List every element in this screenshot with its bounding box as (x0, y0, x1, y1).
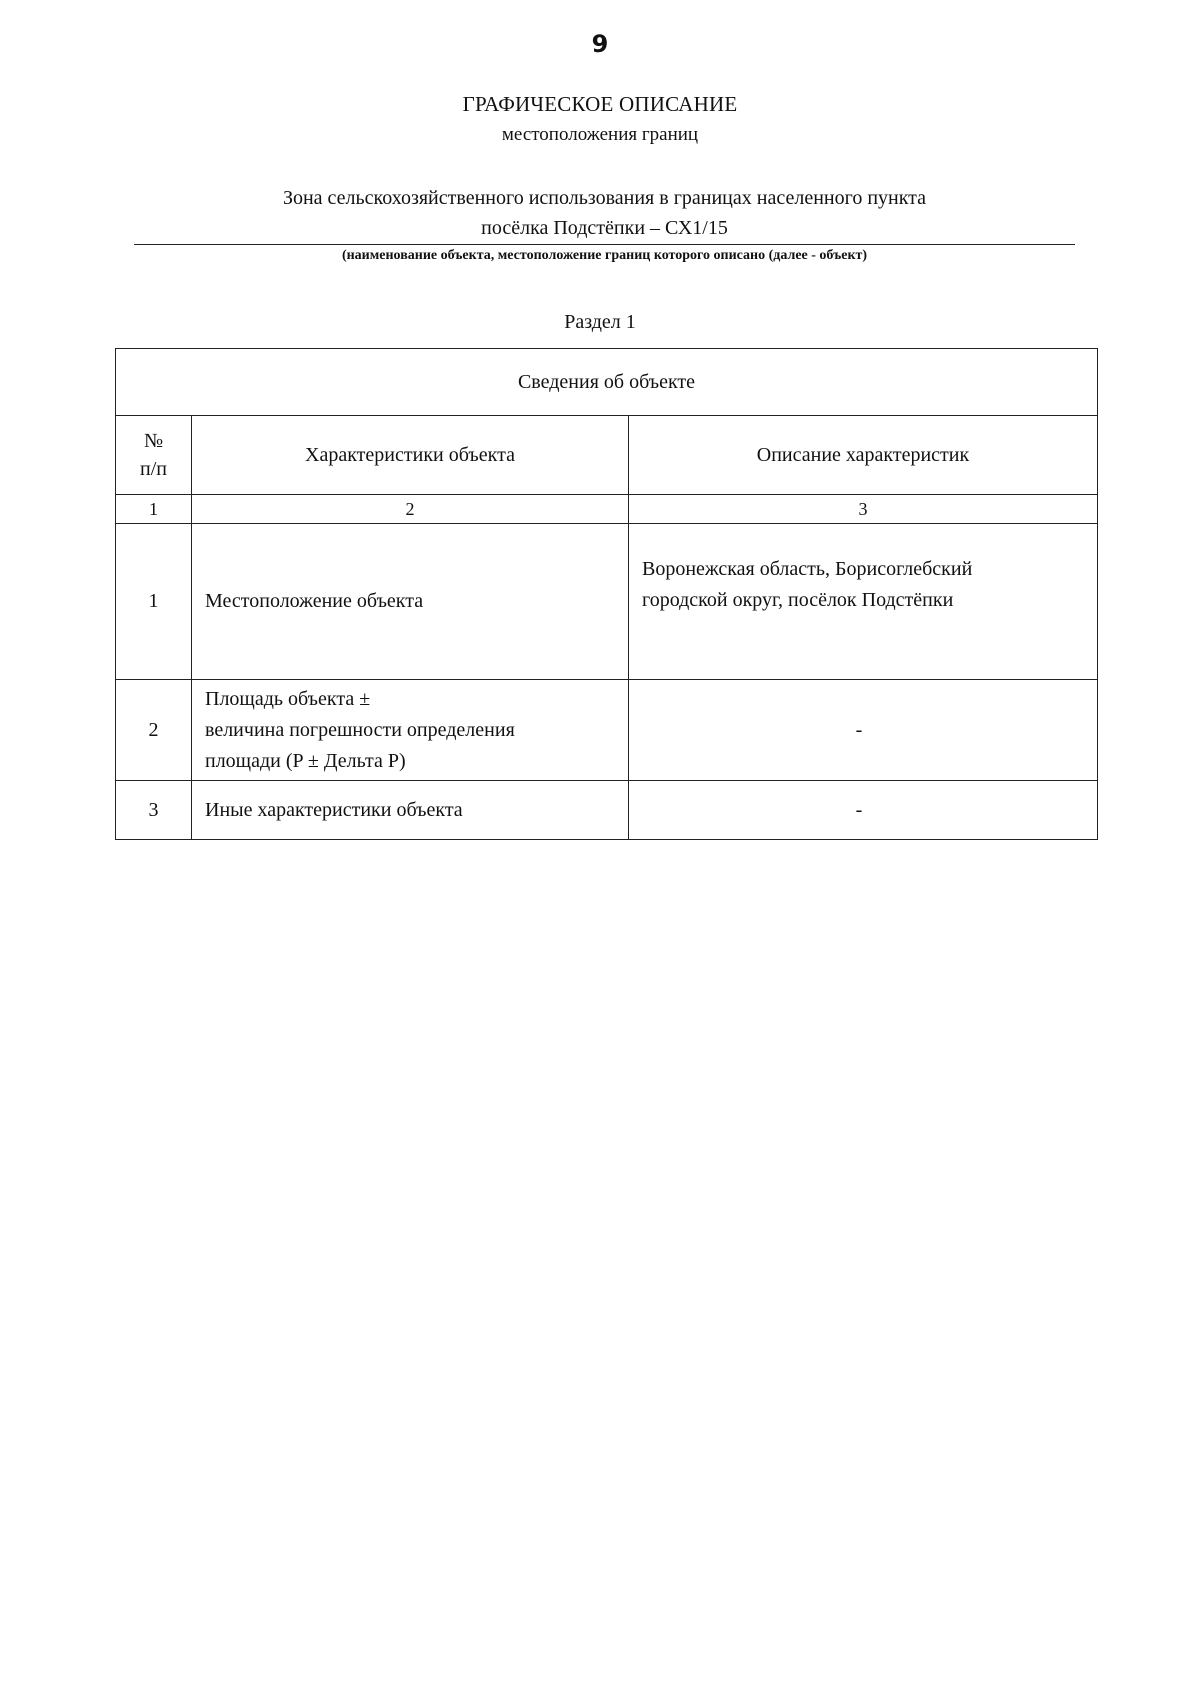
characteristic-line: Местоположение объекта (205, 590, 424, 612)
header-description: Описание характеристик (629, 416, 1098, 495)
object-name (134, 183, 1075, 245)
object-name-line-1: Зона сельскохозяйственного использования в границах населенного пункта (282, 187, 927, 209)
table-caption: Сведения об объекте (116, 349, 1098, 416)
column-number-row (116, 495, 1098, 524)
table-row (116, 680, 1098, 781)
header-number-symbol: № (143, 430, 164, 452)
row-description (629, 680, 1098, 781)
object-info-table (115, 348, 1098, 840)
row-characteristic (192, 781, 629, 840)
row-characteristic (192, 524, 629, 680)
document-subtitle: местоположения границ (501, 124, 699, 145)
row-number: 2 (116, 680, 192, 781)
characteristic-line: площади (P ± Дельта P) (205, 749, 406, 772)
row-number: 1 (116, 524, 192, 680)
column-number-3: 3 (629, 495, 1098, 524)
page-number: 9 (591, 30, 609, 58)
characteristic-line: Иные характеристики объекта (205, 798, 463, 821)
characteristic-line: величина погрешности определения (205, 718, 515, 741)
header-number (116, 416, 192, 495)
column-number-2: 2 (192, 495, 629, 524)
section-heading: Раздел 1 (564, 311, 636, 333)
characteristic-line: Площадь объекта ± (205, 687, 371, 710)
table-row (116, 524, 1098, 680)
table-row (116, 781, 1098, 840)
description-line: городской округ, посёлок Подстёпки (642, 589, 954, 611)
header-number-abbrev: п/п (140, 458, 167, 480)
row-description (629, 524, 1098, 680)
table-header-row (116, 416, 1098, 495)
object-name-caption: (наименование объекта, местоположение границ которого описано (далее - объект) (341, 248, 868, 263)
row-characteristic (192, 680, 629, 781)
description-line: Воронежская область, Борисоглебский (642, 558, 973, 580)
description-line: - (855, 798, 863, 821)
description-line: - (855, 718, 863, 741)
header-characteristics: Характеристики объекта (192, 416, 629, 495)
column-number-1: 1 (116, 495, 192, 524)
row-description (629, 781, 1098, 840)
row-number: 3 (116, 781, 192, 840)
document-title: ГРАФИЧЕСКОЕ ОПИСАНИЕ (462, 92, 738, 116)
object-name-line-2: посёлка Подстёпки – СХ1/15 (481, 217, 728, 239)
